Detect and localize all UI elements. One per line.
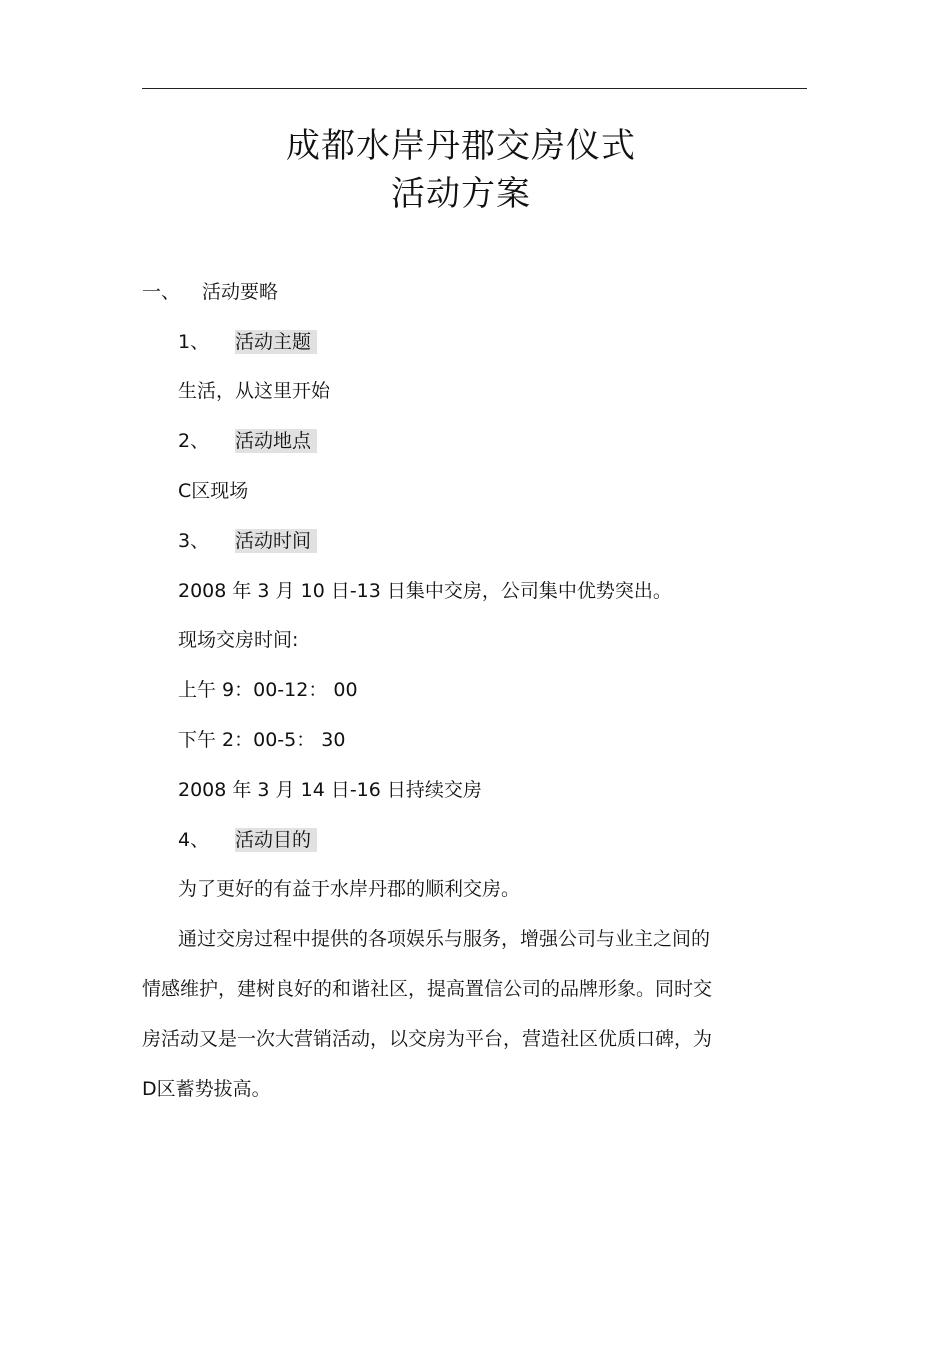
item-heading-1 (178, 329, 317, 355)
item-title-highlighted: 活动主题 (235, 330, 317, 354)
item-heading-2 (178, 428, 317, 454)
item-number: 4、 (178, 829, 210, 851)
item-heading-3 (178, 528, 317, 554)
item-text-4: 为了更好的有益于水岸丹郡的顺利交房。 (178, 878, 521, 900)
time-line-4: 下午 2：00-5： 30 (178, 729, 346, 751)
paragraph-line: 通过交房过程中提供的各项娱乐与服务，增强公司与业主之间的 (178, 928, 711, 950)
item-number: 3、 (178, 530, 210, 552)
time-line-5: 2008 年 3 月 14 日-16 日持续交房 (178, 779, 482, 801)
item-number: 1、 (178, 331, 210, 353)
item-heading-4 (178, 827, 317, 853)
paragraph-line: D区蓄势拔高。 (142, 1078, 271, 1100)
purpose-paragraph (142, 914, 782, 1114)
item-title-highlighted: 活动目的 (235, 828, 317, 852)
time-line-3: 上午 9：00-12： 00 (178, 679, 358, 701)
item-text-2: C区现场 (178, 480, 249, 502)
item-number: 2、 (178, 430, 210, 452)
item-title-highlighted: 活动时间 (235, 529, 317, 553)
time-line-2: 现场交房时间: (178, 629, 299, 651)
time-line-1: 2008 年 3 月 10 日-13 日集中交房，公司集中优势突出。 (178, 580, 672, 602)
item-text-1: 生活，从这里开始 (178, 380, 331, 402)
header-rule (142, 88, 807, 89)
section-title: 活动要略 (202, 281, 279, 303)
document-title: 成都水岸丹郡交房仪式 (286, 126, 636, 166)
item-title-highlighted: 活动地点 (235, 429, 317, 453)
paragraph-line: 情感维护，建树良好的和谐社区，提高置信公司的品牌形象。同时交 (142, 978, 713, 1000)
section-heading-1 (142, 279, 278, 305)
document-subtitle: 活动方案 (391, 174, 531, 214)
paragraph-line: 房活动又是一次大营销活动，以交房为平台，营造社区优质口碑，为 (142, 1028, 713, 1050)
section-number: 一、 (142, 281, 181, 303)
